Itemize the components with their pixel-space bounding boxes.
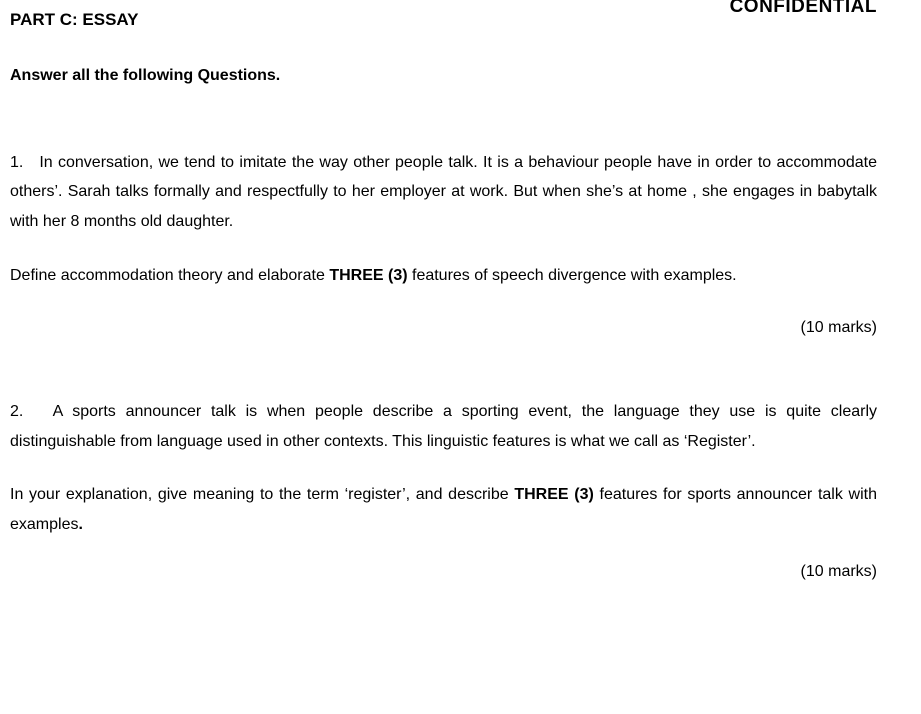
- question-2-task-before: In your explanation, give meaning to the term ‘register’, and describe: [10, 486, 515, 504]
- page-title: PART C: ESSAY: [10, 10, 139, 29]
- question-2-task-emphasis: THREE (3): [514, 486, 594, 504]
- question-2-task-after: features for sports announcer talk with examples: [10, 486, 877, 533]
- question-1-body: [10, 148, 877, 237]
- question-2-task: [10, 480, 877, 539]
- question-1-task-before: Define accommodation theory and elaborate: [10, 267, 330, 285]
- question-1-text: In conversation, we tend to imitate the way other people talk. It is a behaviour people have in order to accommodate others’. Sarah talks formally and respectfully to her employer at work. But when she’s at home , she engages in babytalk with her 8 months old daughter.: [10, 153, 877, 230]
- instruction-text: Answer all the following Questions.: [10, 67, 281, 85]
- question-1-task-after: features of speech divergence with examples.: [407, 267, 737, 285]
- question-2-body: [10, 397, 877, 456]
- question-2-text: A sports announcer talk is when people describe a sporting event, the language they use is quite clearly distinguishable from language used in other contexts. This linguistic features is what we call as ‘Register’.: [10, 402, 877, 450]
- question-2-number: 2.: [10, 402, 24, 420]
- question-1-task-emphasis: THREE (3): [329, 267, 408, 285]
- confidential-header: CONFIDENTIAL: [729, 0, 877, 17]
- question-2-marks: (10 marks): [800, 563, 877, 581]
- question-1-number: 1.: [10, 153, 24, 171]
- question-1-task: [10, 261, 877, 291]
- question-2-task-period: .: [78, 515, 83, 533]
- question-1-marks: (10 marks): [800, 318, 877, 336]
